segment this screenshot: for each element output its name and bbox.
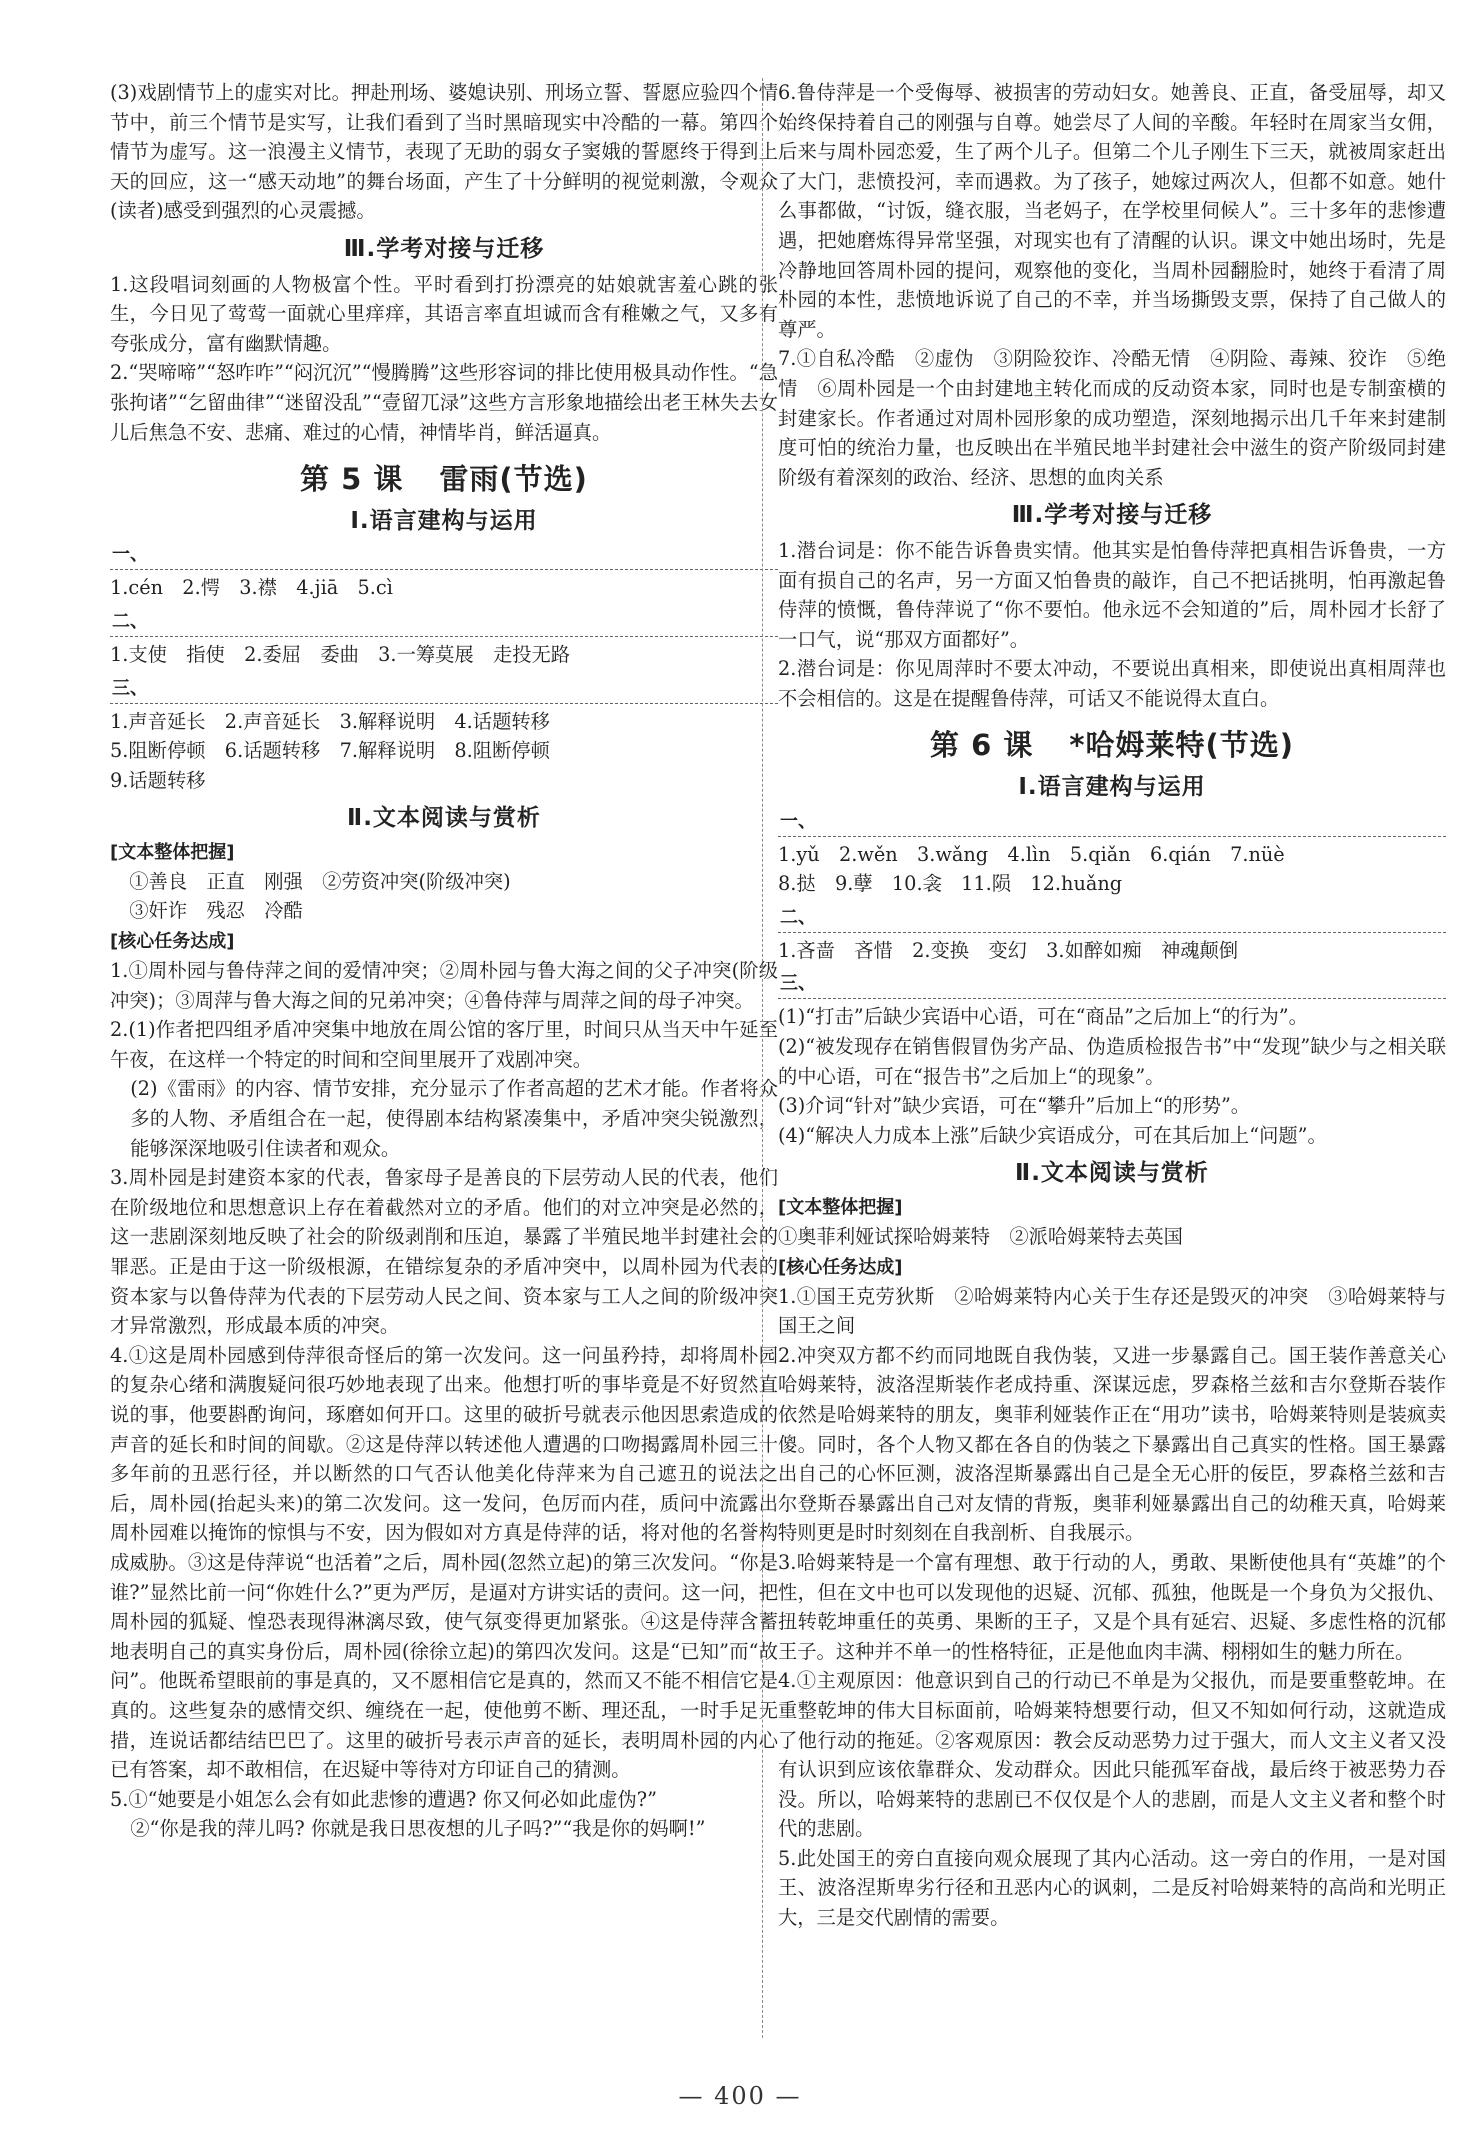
answer-paragraph: 2.(1)作者把四组矛盾冲突集中地放在周公馆的客厅里，时间只从当天中午延至午夜，在这样一个特定的时间和空间里展开了戏剧冲突。 bbox=[110, 1018, 778, 1071]
answer-paragraph: 4.①这是周朴园感到侍萍很奇怪后的第一次发问。这一问虽矜持，却将周朴园的复杂心绪和满腹疑问很巧妙地表现了出来。他想打听的事毕竟是不好贸然直说的事，他要斟酌询问，琢磨如何开口。这里的破折号就表示他因思索造成的声音的延长和时间的间歇。②这是侍萍以转述他人遭遇的口吻揭露周朴园三十多年前的丑恶行径，并以断然的口气否认他美化侍萍来为自己遮丑的说法之后，周朴园(抬起头来)的第二次发问。这一发问，色厉而内荏，质问中流露出周朴园难以掩饰的惊惧与不安，因为假如对方真是侍萍的话，将对他的名誉构成威胁。③这是侍萍说“也活着”之后，周朴园(忽然立起)的第三次发问。“你是谁?”显然比前一问“你姓什么?”更为严厉，是逼对方讲实话的责问。这一问，把周朴园的狐疑、惶恐表现得淋漓尽致，使气氛变得更加紧张。④这是侍萍含蓄地表明自己的真实身份后，周朴园(徐徐立起)的第四次发问。这是“已知”而“故问”。他既希望眼前的事是真的，又不愿相信它是真的，然而又不能不相信它是真的。这些复杂的感情交织、缠绕在一起，使他剪不断、理还乱，一时手足无措，连说话都结结巴巴了。这里的破折号表示声音的延长，表明周朴园的内心已有答案，却不敢相信，在迟疑中等待对方印证自己的猜测。 bbox=[110, 1343, 778, 1782]
column-divider bbox=[762, 78, 764, 2038]
task-label: [核心任务达成] bbox=[110, 931, 235, 953]
question-group-heading: 二、 bbox=[110, 608, 778, 637]
answer-paragraph: 7.①自私冷酷 ②虚伪 ③阴险狡诈、冷酷无情 ④阴险、毒辣、狡诈 ⑤绝情 ⑥周朴园是一个由封建地主转化而成的反动资本家，同时也是专制蛮横的封建家长。作者通过对周朴园形象的成功塑造，深刻地揭示出几千年来封建制度可怕的统治力量，也反映出在半殖民地半封建社会中滋生的资产阶级同封建阶级有着深刻的政治、经济、思想的血肉关系 bbox=[778, 347, 1446, 489]
lesson-name: 雷雨(节选) bbox=[439, 462, 588, 497]
question-group-heading: 一、 bbox=[110, 541, 778, 570]
answer-paragraph: 1.yǔ 2.wěn 3.wǎng 4.lìn 5.qiǎn 6.qián 7.nüè bbox=[778, 842, 1285, 866]
answer-paragraph: 5.①“她要是小姐怎么会有如此悲惨的遭遇? 你又何必如此虚伪?” bbox=[110, 1787, 657, 1811]
answer-paragraph: 4.①主观原因：他意识到自己的行动已不单是为父报仇，而是要重整乾坤。在重整乾坤的伟大目标面前，哈姆莱特想要行动，但又不知如何行动，这就造成了他行动的拖延。②客观原因：教会反动恶势力过于强大，而人文主义者又没有认识到应该依靠群众、发动群众。因此只能孤军奋战，最后终于被恶势力吞没。所以，哈姆莱特的悲剧已不仅仅是个人的悲剧，而是人文主义者和整个时代的悲剧。 bbox=[778, 1669, 1446, 1841]
answer-paragraph: (3)戏剧情节上的虚实对比。押赴刑场、婆媳诀别、刑场立誓、誓愿应验四个情节中，前三个情节是实写，让我们看到了当时黑暗现实中冷酷的一幕。第四个情节为虚写。这一浪漫主义情节，表现了无助的弱女子窦娥的誓愿终于得到上天的回应，这一“感天动地”的舞台场面，产生了十分鲜明的视觉刺激，令观众(读者)感受到强烈的心灵震撼。 bbox=[110, 81, 778, 223]
answer-paragraph: 1.潜台词是：你不能告诉鲁贵实情。他其实是怕鲁侍萍把真相告诉鲁贵，一方面有损自己的名声，另一方面又怕鲁贵的敲诈，自己不把话挑明，怕再激起鲁侍萍的愤慨，鲁侍萍说了“你不要怕。他永远不会知道的”后，周朴园才长舒了一口气，说“那双方面都好”。 bbox=[778, 538, 1446, 651]
answer-paragraph: 8.挞 9.孽 10.衾 11.陨 12.huǎng bbox=[778, 872, 1123, 896]
answer-paragraph: (2)“被发现存在销售假冒伪劣产品、伪造质检报告书”中“发现”缺少与之相关联的中心语，可在“报告书”之后加上“的现象”。 bbox=[778, 1035, 1446, 1088]
answer-paragraph: 1.①国王克劳狄斯 ②哈姆莱特内心关于生存还是毁灭的冲突 ③哈姆莱特与国王之间 bbox=[778, 1284, 1446, 1338]
answer-paragraph: (1)“打击”后缺少宾语中心语，可在“商品”之后加上“的行为”。 bbox=[778, 1005, 1308, 1029]
answer-paragraph: 6.鲁侍萍是一个受侮辱、被损害的劳动妇女。她善良、正直，备受屈辱，却又始终保持着自己的刚强与自尊。她尝尽了人间的辛酸。年轻时在周家当女佣，后来与周朴园恋爱，生了两个儿子。但第二个儿子刚生下三天，就被周家赶出了大门，悲愤投河，幸而遇救。为了孩子，她嫁过两次人，但都不如意。她什么事都做，“讨饭，缝衣服，当老妈子，在学校里伺候人”。三十多年的悲惨遭遇，把她磨炼得异常坚强，对现实也有了清醒的认识。课文中她出场时，先是冷静地回答周朴园的提问，观察他的变化，当周朴园翻脸时，她终于看清了周朴园的本性，悲愤地诉说了自己的不幸，并当场撕毁支票，保持了自己做人的尊严。 bbox=[778, 81, 1446, 341]
section-heading: Ⅲ.学考对接与迁移 bbox=[1011, 502, 1213, 529]
question-group-heading: 三、 bbox=[110, 675, 778, 704]
answer-paragraph: ①善良 正直 刚强 ②劳资冲突(阶级冲突) bbox=[110, 869, 511, 893]
answer-paragraph: ③奸诈 残忍 冷酷 bbox=[110, 899, 303, 923]
question-group-heading: 三、 bbox=[778, 970, 1446, 999]
answer-paragraph: ①奥菲利娅试探哈姆莱特 ②派哈姆莱特去英国 bbox=[778, 1225, 1183, 1248]
answer-paragraph: (2)《雷雨》的内容、情节安排，充分显示了作者高超的艺术才能。作者将众多的人物、矛盾组合在一起，使得剧本结构紧凑集中，矛盾冲突尖锐激烈，能够深深地吸引住读者和观众。 bbox=[130, 1077, 778, 1160]
section-heading: Ⅲ.学考对接与迁移 bbox=[343, 235, 545, 262]
lesson-number: 第 5 课 bbox=[300, 462, 404, 497]
answer-paragraph: 1.①周朴园与鲁侍萍之间的爱情冲突；②周朴园与鲁大海之间的父子冲突(阶级冲突)；③周萍与鲁大海之间的兄弟冲突；④鲁侍萍与周萍之间的母子冲突。 bbox=[110, 959, 778, 1012]
lesson-title bbox=[110, 462, 778, 497]
lesson-name: *哈姆莱特(节选) bbox=[1069, 728, 1295, 763]
answer-paragraph: 1.吝啬 吝惜 2.变换 变幻 3.如醉如痴 神魂颠倒 bbox=[778, 938, 1239, 962]
answer-paragraph: 3.周朴园是封建资本家的代表，鲁家母子是善良的下层劳动人民的代表，他们在阶级地位和思想意识上存在着截然对立的矛盾。他们的对立冲突是必然的，这一悲剧深刻地反映了社会的阶级剥削和压迫，暴露了半殖民地半封建社会的罪恶。正是由于这一阶级根源，在错综复杂的矛盾冲突中，以周朴园为代表的资本家与以鲁侍萍为代表的下层劳动人民之间、资本家与工人之间的阶级冲突才异常激烈，形成最本质的冲突。 bbox=[110, 1166, 778, 1338]
answer-paragraph: (3)介词“针对”缺少宾语，可在“攀升”后加上“的形势”。 bbox=[778, 1094, 1251, 1118]
answer-paragraph: 1.cén 2.愕 3.襟 4.jiā 5.cì bbox=[110, 576, 393, 600]
section-heading: Ⅱ.文本阅读与赏析 bbox=[1015, 1160, 1209, 1187]
task-label: [核心任务达成] bbox=[778, 1256, 903, 1278]
question-group-heading: 一、 bbox=[778, 808, 1446, 837]
answer-paragraph: 1.支使 指使 2.委屈 委曲 3.一筹莫展 走投无路 bbox=[110, 642, 571, 666]
answer-paragraph: ②“你是我的萍儿吗? 你就是我日思夜想的儿子吗?”“我是你的妈啊!” bbox=[130, 1817, 706, 1841]
lesson-number: 第 6 课 bbox=[929, 728, 1034, 763]
answer-paragraph: 1.这段唱词刻画的人物极富个性。平时看到打扮漂亮的姑娘就害羞心跳的张生，今日见了莺莺一面就心里痒痒，其语言率直坦诚而含有稚嫩之气，又多有夸张成分，富有幽默情趣。 bbox=[110, 272, 778, 355]
answer-paragraph: 2.“哭啼啼”“怒咋咋”“闷沉沉”“慢腾腾”这些形容词的排比使用极具动作性。“急张拘诸”“乞留曲律”“迷留没乱”“壹留兀渌”这些方言形象地描绘出老王林失去女儿后焦急不安、悲痛、难过的心情，神情毕肖，鲜活逼真。 bbox=[110, 361, 778, 444]
right-column bbox=[778, 78, 1446, 1933]
answer-paragraph: 5.阻断停顿 6.话题转移 7.解释说明 8.阻断停顿 bbox=[110, 739, 550, 763]
answer-paragraph: 5.此处国王的旁白直接向观众展现了其内心活动。这一旁白的作用，一是对国王、波洛涅斯卑劣行径和丑恶内心的讽刺，二是反衬哈姆莱特的高尚和光明正大，三是交代剧情的需要。 bbox=[778, 1846, 1446, 1930]
answer-paragraph: 2.冲突双方都不约而同地既自我伪装，又进一步暴露自己。国王装作善意关心哈姆莱特，波洛涅斯装作老成持重、深谋远虑，罗森格兰兹和吉尔登斯吞装作依然是哈姆莱特的朋友，奥菲利娅装作正在“用功”读书，哈姆莱特则是装疯卖傻。同时，各个人物又都在各自的伪装之下暴露出自己真实的性格。国王暴露出自己的心怀叵测，波洛涅斯暴露出自己是全无心肝的佞臣，罗森格兰兹和吉尔登斯吞暴露出自己对友情的背叛，奥菲利娅暴露出自己的幼稚天真，哈姆莱特则更是时时刻刻在自我剖析、自我展示。 bbox=[778, 1343, 1446, 1545]
left-column bbox=[110, 78, 778, 1844]
answer-paragraph: 1.声音延长 2.声音延长 3.解释说明 4.话题转移 bbox=[110, 709, 550, 733]
task-label: [文本整体把握] bbox=[110, 841, 235, 863]
section-heading: Ⅱ.文本阅读与赏析 bbox=[347, 805, 541, 832]
section-heading: Ⅰ.语言建构与运用 bbox=[350, 507, 538, 534]
answer-paragraph: 3.哈姆莱特是一个富有理想、敢于行动的人，勇敢、果断使他具有“英雄”的个性，但在文中也可以发现他的迟疑、沉郁、孤独，他既是一个身负为父报仇、扭转乾坤重任的英勇、果断的王子，又是个具有延宕、迟疑、多虑性格的沉郁王子。这种并不单一的性格特征，正是他血肉丰满、栩栩如生的魅力所在。 bbox=[778, 1550, 1446, 1663]
task-label: [文本整体把握] bbox=[778, 1197, 903, 1218]
page-number: — 400 — bbox=[678, 2082, 802, 2110]
lesson-title bbox=[778, 728, 1446, 763]
section-heading: Ⅰ.语言建构与运用 bbox=[1018, 774, 1206, 801]
answer-paragraph: 2.潜台词是：你见周萍时不要太冲动，不要说出真相来，即使说出真相周萍也不会相信的。这是在提醒鲁侍萍，可话又不能说得太直白。 bbox=[778, 657, 1446, 710]
answer-paragraph: 9.话题转移 bbox=[110, 768, 206, 792]
answer-paragraph: (4)“解决人力成本上涨”后缺少宾语成分，可在其后加上“问题”。 bbox=[778, 1123, 1327, 1147]
question-group-heading: 二、 bbox=[778, 904, 1446, 933]
